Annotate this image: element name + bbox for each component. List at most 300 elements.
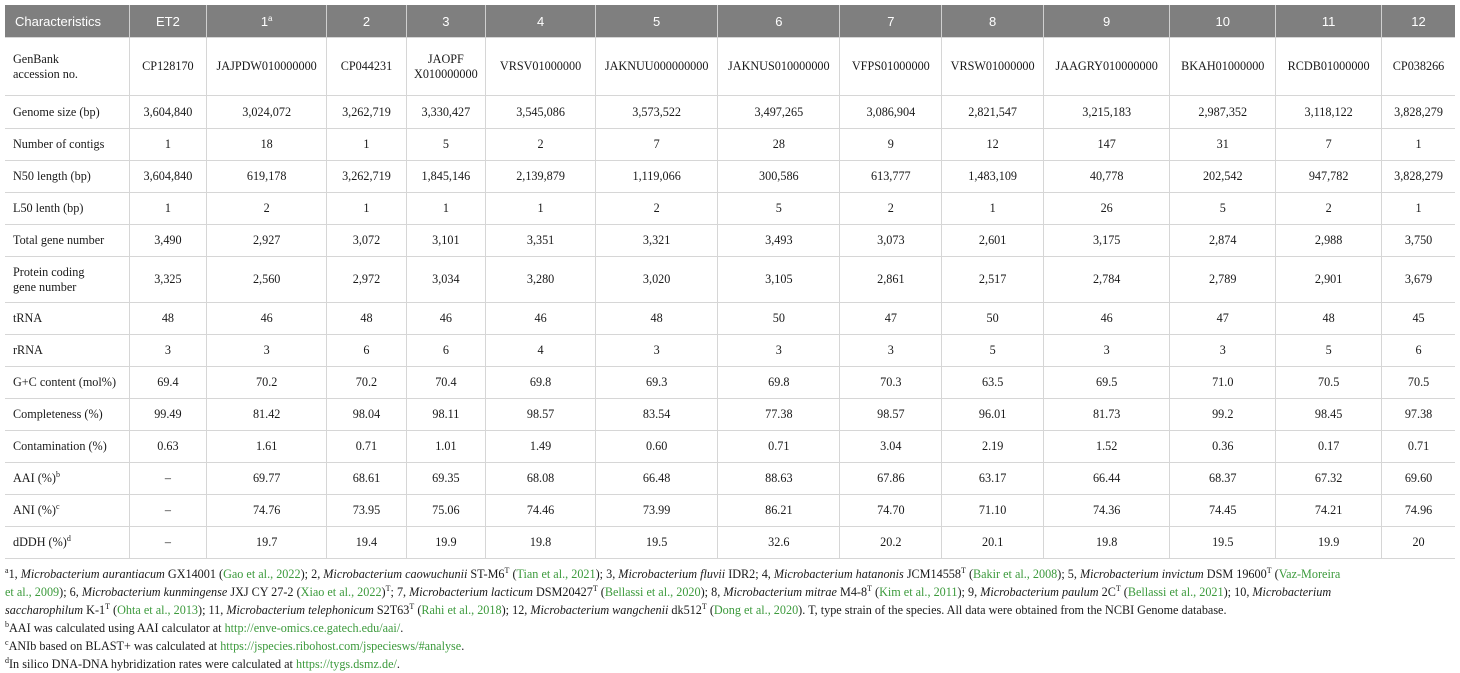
fn-text: ); <box>501 603 513 617</box>
row-label-line: GenBank <box>13 51 60 66</box>
table-cell: 20.2 <box>840 527 942 559</box>
header-col: 8 <box>942 5 1044 38</box>
fn-text: 2, <box>311 567 324 581</box>
aai-calculator-link[interactable]: http://enve-omics.ce.gatech.edu/aai/ <box>224 621 401 635</box>
table-cell: 1,119,066 <box>596 161 718 193</box>
table-cell: 3 <box>718 335 840 367</box>
fn-text: DSM 19600 <box>1203 567 1267 581</box>
citation-link[interactable]: Bellassi et al., 2020 <box>604 585 701 599</box>
table-cell: 70.3 <box>840 367 942 399</box>
table-cell: 47 <box>840 303 942 335</box>
table-cell: 20.1 <box>942 527 1044 559</box>
table-cell: 48 <box>1276 303 1382 335</box>
citation-link[interactable]: Rahi et al., 2018 <box>421 603 502 617</box>
fn-text: ; <box>390 585 397 599</box>
row-label: tRNA <box>5 303 129 335</box>
table-cell: 28 <box>718 129 840 161</box>
species-name: Microbacterium telephonicum <box>226 603 374 617</box>
fn-text: ANIb based on BLAST+ was calculated at <box>8 639 221 653</box>
cell-line: X010000000 <box>414 66 478 81</box>
row-label <box>5 463 129 495</box>
table-cell: 46 <box>406 303 485 335</box>
table-cell: 2,560 <box>207 257 327 303</box>
table-cell: 3,175 <box>1044 225 1170 257</box>
row-label <box>5 257 129 303</box>
table-cell: 1,483,109 <box>942 161 1044 193</box>
table-cell: 74.76 <box>207 495 327 527</box>
fn-text: 7, <box>396 585 410 599</box>
citation-link[interactable]: Vaz-Moreira <box>1278 567 1341 581</box>
tygs-link[interactable]: https://tygs.dsmz.de/ <box>295 657 397 671</box>
table-cell: 5 <box>406 129 485 161</box>
table-row <box>5 399 1455 431</box>
table-cell: 1 <box>327 129 406 161</box>
citation-link[interactable]: Tian et al., 2021 <box>516 567 596 581</box>
table-cell: JAJPDW010000000 <box>207 38 327 96</box>
header-col: 12 <box>1382 5 1455 38</box>
table-cell: 70.2 <box>327 367 406 399</box>
footnote-b <box>5 619 1455 637</box>
fn-text: 4, <box>761 567 774 581</box>
fn-text: . <box>461 639 465 653</box>
table-cell: 63.5 <box>942 367 1044 399</box>
cell-line: JAOPF <box>427 51 464 66</box>
table-cell: 947,782 <box>1276 161 1382 193</box>
fn-text: . <box>396 657 400 671</box>
table-cell: 86.21 <box>718 495 840 527</box>
table-cell: 2,927 <box>207 225 327 257</box>
table-cell: 26 <box>1044 193 1170 225</box>
row-label: Number of contigs <box>5 129 129 161</box>
table-cell: 73.99 <box>596 495 718 527</box>
table-cell: CP128170 <box>129 38 206 96</box>
fn-text: ); <box>198 603 209 617</box>
table-cell: 1 <box>129 129 206 161</box>
table-cell: 3,262,719 <box>327 96 406 129</box>
table-cell: 1.52 <box>1044 431 1170 463</box>
table-row <box>5 495 1455 527</box>
table-cell: – <box>129 527 206 559</box>
table-row <box>5 257 1455 303</box>
table-cell: 69.4 <box>129 367 206 399</box>
fn-text: ( <box>509 567 517 581</box>
table-cell: 0.63 <box>129 431 206 463</box>
table-cell: 202,542 <box>1170 161 1276 193</box>
table-cell: 0.60 <box>596 431 718 463</box>
table-cell: 19.8 <box>486 527 596 559</box>
table-cell: 75.06 <box>406 495 485 527</box>
table-cell: 2,987,352 <box>1170 96 1276 129</box>
row-label <box>5 527 129 559</box>
table-row <box>5 129 1455 161</box>
table-cell: 77.38 <box>718 399 840 431</box>
species-name: Microbacterium <box>1252 585 1332 599</box>
table-cell: 1 <box>327 193 406 225</box>
fn-text: 11, <box>208 603 227 617</box>
fn-text: GX14001 ( <box>164 567 224 581</box>
footnote-a <box>5 565 1455 619</box>
table-cell: 83.54 <box>596 399 718 431</box>
fn-text: ( <box>871 585 880 599</box>
citation-link[interactable]: Bellassi et al., 2021 <box>1127 585 1224 599</box>
table-cell: 69.8 <box>486 367 596 399</box>
citation-link[interactable]: Kim et al., 2011 <box>879 585 958 599</box>
table-row <box>5 527 1455 559</box>
fn-text: ( <box>597 585 605 599</box>
table-cell: 3,493 <box>718 225 840 257</box>
table-cell: 68.61 <box>327 463 406 495</box>
footnote-mark: a <box>5 566 9 575</box>
table-cell: 2,874 <box>1170 225 1276 257</box>
table-cell: 68.08 <box>486 463 596 495</box>
table-cell: 70.4 <box>406 367 485 399</box>
header-col: 7 <box>840 5 942 38</box>
table-cell: 73.95 <box>327 495 406 527</box>
table-cell: 3,118,122 <box>1276 96 1382 129</box>
table-row <box>5 96 1455 129</box>
fn-text: 10, <box>1234 585 1253 599</box>
table-cell: 3 <box>840 335 942 367</box>
table-cell: 74.70 <box>840 495 942 527</box>
table-cell: 19.8 <box>1044 527 1170 559</box>
fn-text: M4-8 <box>836 585 868 599</box>
jspecies-link[interactable]: https://jspecies.ribohost.com/jspeciesws/#analyse <box>220 639 462 653</box>
table-cell: 0.17 <box>1276 431 1382 463</box>
table-cell: 46 <box>207 303 327 335</box>
citation-link[interactable]: Dong et al., 2020 <box>713 603 799 617</box>
header-col: 5 <box>596 5 718 38</box>
footnote-mark: c <box>55 502 60 511</box>
table-cell: 96.01 <box>942 399 1044 431</box>
table-cell: 619,178 <box>207 161 327 193</box>
table-cell: 3,073 <box>840 225 942 257</box>
fn-text: In silico DNA-DNA hybridization rates were calculated at <box>9 657 296 671</box>
table-cell: 3,321 <box>596 225 718 257</box>
footnote-d <box>5 655 1455 673</box>
table-cell: 68.37 <box>1170 463 1276 495</box>
citation-link[interactable]: et al., 2009 <box>5 585 60 599</box>
table-cell: JAKNUU000000000 <box>596 38 718 96</box>
fn-text: ( <box>1120 585 1128 599</box>
table-cell: 3,828,279 <box>1382 96 1455 129</box>
row-label <box>5 38 129 96</box>
row-label-text: AAI (%) <box>13 471 56 485</box>
species-name: Microbacterium wangchenii <box>530 603 669 617</box>
table-cell: 6 <box>327 335 406 367</box>
table-cell: 98.45 <box>1276 399 1382 431</box>
table-cell: 71.10 <box>942 495 1044 527</box>
table-cell: 74.96 <box>1382 495 1455 527</box>
footnote-c <box>5 637 1455 655</box>
species-name: Microbacterium mitrae <box>723 585 837 599</box>
table-cell: 3,604,840 <box>129 96 206 129</box>
fn-text: 8, <box>711 585 724 599</box>
table-cell: 9 <box>840 129 942 161</box>
table-cell: 3 <box>207 335 327 367</box>
type-strain-mark: T <box>385 584 391 593</box>
table-cell: 3 <box>129 335 206 367</box>
table-cell: 2,517 <box>942 257 1044 303</box>
table-cell: 613,777 <box>840 161 942 193</box>
table-cell: 2,139,879 <box>486 161 596 193</box>
table-cell: JAKNUS010000000 <box>718 38 840 96</box>
row-label: Contamination (%) <box>5 431 129 463</box>
header-col <box>207 5 327 38</box>
table-cell: 3,034 <box>406 257 485 303</box>
table-cell: 3,280 <box>486 257 596 303</box>
table-cell: 3,072 <box>327 225 406 257</box>
table-cell: JAAGRY010000000 <box>1044 38 1170 96</box>
table-cell: 3,497,265 <box>718 96 840 129</box>
header-col: 6 <box>718 5 840 38</box>
table-cell: 5 <box>1170 193 1276 225</box>
fn-text: . <box>400 621 404 635</box>
table-cell: CP044231 <box>327 38 406 96</box>
fn-text: K-1 <box>83 603 106 617</box>
table-row <box>5 193 1455 225</box>
header-col: 3 <box>406 5 485 38</box>
table-footnotes <box>5 565 1455 673</box>
species-name: Microbacterium aurantiacum <box>20 567 165 581</box>
table-cell: 69.8 <box>718 367 840 399</box>
table-cell: VFPS01000000 <box>840 38 942 96</box>
table-cell: 147 <box>1044 129 1170 161</box>
table-cell: 2 <box>207 193 327 225</box>
table-cell: 19.9 <box>1276 527 1382 559</box>
row-label: Completeness (%) <box>5 399 129 431</box>
table-cell: 3,679 <box>1382 257 1455 303</box>
fn-text: dk512 <box>668 603 702 617</box>
table-cell: 3,750 <box>1382 225 1455 257</box>
table-cell: 2,988 <box>1276 225 1382 257</box>
table-cell: 74.21 <box>1276 495 1382 527</box>
fn-text: 6, <box>69 585 82 599</box>
type-strain-mark: T <box>592 584 598 593</box>
header-col: 11 <box>1276 5 1382 38</box>
fn-text: ( <box>414 603 422 617</box>
fn-text: ); <box>700 585 712 599</box>
fn-text: JXJ CY 27-2 ( <box>227 585 301 599</box>
table-cell: 70.5 <box>1276 367 1382 399</box>
table-cell: 19.7 <box>207 527 327 559</box>
table-cell: 74.36 <box>1044 495 1170 527</box>
table-cell: 2 <box>840 193 942 225</box>
header-col: 10 <box>1170 5 1276 38</box>
type-strain-mark: T <box>504 566 510 575</box>
table-cell: 2 <box>486 129 596 161</box>
footnote-mark: a <box>268 13 273 23</box>
table-cell: 5 <box>942 335 1044 367</box>
table-row <box>5 161 1455 193</box>
row-label-line: Protein coding <box>13 264 85 279</box>
table-cell: 48 <box>596 303 718 335</box>
fn-text: 9, <box>968 585 981 599</box>
table-cell: 1 <box>486 193 596 225</box>
table-cell: 81.42 <box>207 399 327 431</box>
species-name: Microbacterium hatanonis <box>773 567 904 581</box>
table-cell: 47 <box>1170 303 1276 335</box>
table-cell: 98.57 <box>486 399 596 431</box>
row-label: G+C content (mol%) <box>5 367 129 399</box>
row-label: Total gene number <box>5 225 129 257</box>
footnote-mark: c <box>5 638 9 647</box>
table-cell: 20 <box>1382 527 1455 559</box>
table-cell: 3,101 <box>406 225 485 257</box>
table-cell: 0.36 <box>1170 431 1276 463</box>
table-cell: 69.35 <box>406 463 485 495</box>
table-cell: VRSV01000000 <box>486 38 596 96</box>
table-cell: 69.5 <box>1044 367 1170 399</box>
table-cell: 2,901 <box>1276 257 1382 303</box>
table-cell: 50 <box>718 303 840 335</box>
table-cell: 4 <box>486 335 596 367</box>
row-label-text: dDDH (%) <box>13 535 67 549</box>
fn-text: ); <box>957 585 968 599</box>
table-row <box>5 431 1455 463</box>
footnote-mark: b <box>5 620 9 629</box>
table-cell: 2,601 <box>942 225 1044 257</box>
fn-text: ST-M6 <box>467 567 505 581</box>
citation-link[interactable]: Gao et al., 2022 <box>223 567 301 581</box>
table-cell: 3 <box>596 335 718 367</box>
fn-text: ( <box>110 603 118 617</box>
row-label-line: accession no. <box>13 66 78 81</box>
table-cell: 18 <box>207 129 327 161</box>
table-cell: 1,845,146 <box>406 161 485 193</box>
table-cell: 1 <box>129 193 206 225</box>
table-cell: 50 <box>942 303 1044 335</box>
table-cell: 2,789 <box>1170 257 1276 303</box>
table-cell: 3,330,427 <box>406 96 485 129</box>
table-cell: – <box>129 495 206 527</box>
table-cell: 1.01 <box>406 431 485 463</box>
footnote-mark: d <box>5 656 9 665</box>
table-cell: 46 <box>486 303 596 335</box>
footnote-mark: b <box>55 470 60 479</box>
fn-text: 12, <box>512 603 531 617</box>
table-cell: 3,215,183 <box>1044 96 1170 129</box>
table-cell: 45 <box>1382 303 1455 335</box>
fn-text: ); <box>300 567 312 581</box>
table-cell: 3 <box>1044 335 1170 367</box>
table-row <box>5 225 1455 257</box>
table-cell: 67.86 <box>840 463 942 495</box>
table-cell: 3,020 <box>596 257 718 303</box>
table-cell: 5 <box>1276 335 1382 367</box>
table-cell: 19.5 <box>1170 527 1276 559</box>
header-col: 9 <box>1044 5 1170 38</box>
type-strain-mark: T <box>701 602 707 611</box>
table-cell: 98.04 <box>327 399 406 431</box>
table-cell: 12 <box>942 129 1044 161</box>
table-cell: VRSW01000000 <box>942 38 1044 96</box>
table-cell: 1.61 <box>207 431 327 463</box>
table-cell: BKAH01000000 <box>1170 38 1276 96</box>
citation-link[interactable]: Xiao et al., 2022 <box>300 585 382 599</box>
fn-text: ( <box>706 603 714 617</box>
table-cell: 70.2 <box>207 367 327 399</box>
row-label: rRNA <box>5 335 129 367</box>
table-cell: 2 <box>1276 193 1382 225</box>
table-cell: 3,604,840 <box>129 161 206 193</box>
table-cell: – <box>129 463 206 495</box>
table-cell: 88.63 <box>718 463 840 495</box>
table-cell: 19.9 <box>406 527 485 559</box>
table-cell: 3,828,279 <box>1382 161 1455 193</box>
table-cell: 2.19 <box>942 431 1044 463</box>
table-row <box>5 463 1455 495</box>
table-row <box>5 38 1455 96</box>
type-strain-mark: T <box>1115 584 1121 593</box>
table-cell: 74.45 <box>1170 495 1276 527</box>
table-cell: 69.60 <box>1382 463 1455 495</box>
header-col: ET2 <box>129 5 206 38</box>
table-cell: 0.71 <box>718 431 840 463</box>
table-cell: 3,325 <box>129 257 206 303</box>
fn-text: DSM20427 <box>532 585 593 599</box>
table-cell: 48 <box>327 303 406 335</box>
table-cell: 40,778 <box>1044 161 1170 193</box>
table-row <box>5 335 1455 367</box>
header-characteristics: Characteristics <box>5 5 129 38</box>
header-col: 4 <box>486 5 596 38</box>
table-cell: 3,545,086 <box>486 96 596 129</box>
table-cell: 66.44 <box>1044 463 1170 495</box>
fn-text: JCM14558 <box>903 567 961 581</box>
citation-link[interactable]: Ohta et al., 2013 <box>117 603 199 617</box>
table-cell: CP038266 <box>1382 38 1455 96</box>
fn-text: 5, <box>1067 567 1080 581</box>
species-name: Microbacterium caowuchunii <box>323 567 468 581</box>
species-name: Microbacterium invictum <box>1079 567 1204 581</box>
table-cell: 0.71 <box>1382 431 1455 463</box>
header-row <box>5 5 1455 38</box>
table-cell: 69.3 <box>596 367 718 399</box>
table-cell: 19.4 <box>327 527 406 559</box>
table-cell: 2,784 <box>1044 257 1170 303</box>
citation-link[interactable]: Bakir et al., 2008 <box>973 567 1058 581</box>
fn-text: 3, <box>606 567 619 581</box>
table-cell: 1 <box>406 193 485 225</box>
table-cell: 98.11 <box>406 399 485 431</box>
table-cell: 2,972 <box>327 257 406 303</box>
table-cell: 6 <box>1382 335 1455 367</box>
table-cell: 6 <box>406 335 485 367</box>
row-label: L50 lenth (bp) <box>5 193 129 225</box>
table-cell: 98.57 <box>840 399 942 431</box>
table-cell: 3 <box>1170 335 1276 367</box>
table-cell: 69.77 <box>207 463 327 495</box>
table-cell: 0.71 <box>327 431 406 463</box>
table-cell: 63.17 <box>942 463 1044 495</box>
species-name: Microbacterium paulum <box>980 585 1099 599</box>
fn-text: S2T63 <box>373 603 410 617</box>
fn-text: ) <box>381 585 386 599</box>
fn-text: 1, <box>8 567 21 581</box>
row-label: N50 length (bp) <box>5 161 129 193</box>
fn-text: IDR2; <box>725 567 762 581</box>
table-cell: RCDB01000000 <box>1276 38 1382 96</box>
table-cell: 3,490 <box>129 225 206 257</box>
table-row <box>5 303 1455 335</box>
table-cell: 99.2 <box>1170 399 1276 431</box>
fn-text: AAI was calculated using AAI calculator at <box>9 621 225 635</box>
fn-text: ). T, type strain of the species. All data were obtained from the NCBI Genome database. <box>798 603 1227 617</box>
fn-text: ); <box>1057 567 1068 581</box>
header-col-label: 1 <box>260 13 269 29</box>
table-cell: 66.48 <box>596 463 718 495</box>
table-cell: 1.49 <box>486 431 596 463</box>
